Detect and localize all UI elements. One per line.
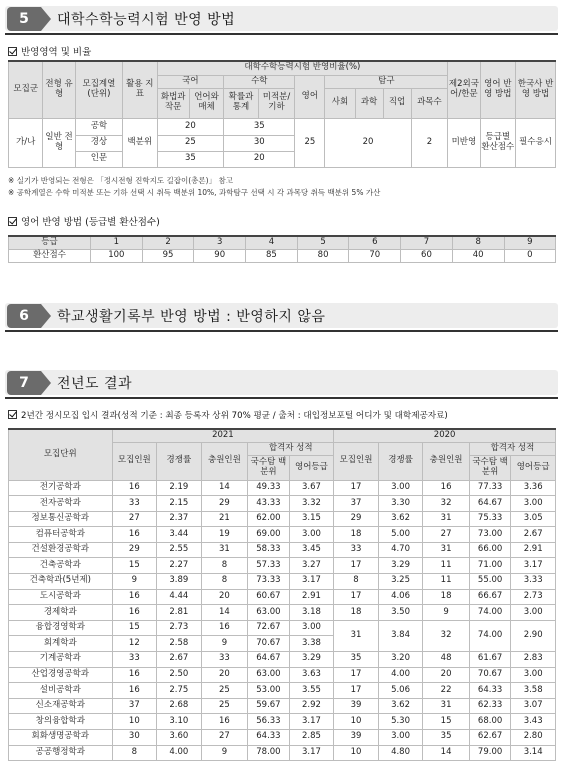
table-cell: 37 (112, 698, 157, 714)
subsection-ratio: 반영영역 및 비율 (8, 44, 91, 58)
department-name: 정보통신공학과 (9, 511, 113, 527)
table-cell: 60.67 (248, 589, 289, 605)
suneung-ratio-table: 모집군 전형 유형 모집계열 (단위) 활용 지표 대학수학능력시험 반영비율(%) 제2외국어/한문 영어 반영 방법 한국사 반영 방법 국어 수학 영어 탐구 화법과 작문 언어와 매체 확률과 통계 미적분/기하 사회 과학 직업 과목수 가/나 일반 전형 공학 백분위 20 35 25 20 2 미반영 등급별 환산점수 필수응시 경상 25 30 인문 35 20 (8, 60, 556, 168)
table-cell: 14 (201, 605, 248, 621)
table-cell: 55.00 (469, 574, 510, 590)
section-7-header (5, 370, 558, 400)
table-cell: 8 (201, 574, 248, 590)
table-cell: 22 (423, 683, 470, 699)
table-cell: 14 (201, 480, 248, 496)
table-cell: 8 (334, 574, 379, 590)
table-cell: 31 (201, 542, 248, 558)
section-5-header (5, 6, 558, 36)
table-row (9, 542, 556, 558)
grade-cell: 3 (194, 236, 246, 249)
table-cell: 3.29 (378, 558, 423, 574)
table-cell: 61.67 (469, 652, 510, 668)
table-cell: 39 (334, 730, 379, 746)
table-cell: 2.68 (157, 698, 202, 714)
department-name: 건축공학과 (9, 558, 113, 574)
english-grade-table: 등급 1 2 3 4 5 6 7 8 9 환산점수 100 95 90 85 80 70 60 40 0 (8, 235, 556, 263)
table-cell: 25 (201, 683, 248, 699)
table-cell: 3.18 (289, 605, 334, 621)
table-cell: 16 (112, 667, 157, 683)
table-cell: 2.80 (511, 730, 556, 746)
table-cell: 3.00 (378, 480, 423, 496)
section-6-header (5, 303, 558, 333)
table-cell: 16 (112, 605, 157, 621)
table-cell: 31 (423, 542, 470, 558)
grade-cell: 2 (142, 236, 194, 249)
table-cell: 4.80 (378, 745, 423, 761)
table-cell: 3.89 (157, 574, 202, 590)
table-cell: 43.33 (248, 496, 289, 512)
table-cell: 16 (201, 714, 248, 730)
table-cell: 74.00 (469, 620, 510, 651)
table-cell: 2.19 (157, 480, 202, 496)
table-cell: 3.62 (378, 698, 423, 714)
department-name: 회화생명공학과 (9, 730, 113, 746)
table-cell: 2.37 (157, 511, 202, 527)
department-name: 창의융합학과 (9, 714, 113, 730)
table-cell: 2.67 (511, 527, 556, 543)
table-cell: 17 (334, 480, 379, 496)
score-cell: 100 (91, 249, 143, 262)
results-table: 모집단위 2021 2020 모집인원 경쟁률 충원인원 합격자 성적 모집인원 경쟁률 충원인원 합격자 성적 국수탐 백분위 영어등급 국수탐 백분위 영어등급 전기공학과 16 2.19 14 49.33 3.67 17 3.00 16 77.33 3.36 전자공학과 33 2.15 29 43.33 3.32 37 3.30 32 64.67 3.00 정보통신공학과 27 2.37 21 62.00 3.15 29 3.62 31 75.33 3.05 컴퓨터공학과 16 3.44 19 69.00 3.00 18 5.00 27 73.00 2.67 건설환경공학과 29 2.55 31 58.33 3.45 33 4.70 31 66.00 2.91 건축공학과 15 2.27 8 57.33 3.27 17 3.29 11 71.00 3.17 건축학과(5년제) 9 3.89 8 73.33 3.17 8 3.25 11 55.00 3.33 도시공학과 16 4.44 20 60.67 2.91 17 4.06 18 66.67 2.73 경제학과 16 2.81 14 63.00 3.18 18 3.50 9 74.00 3.00 융합경영학과 15 2.73 16 72.67 3.00 31 3.84 32 74.00 2.90 회계학과 12 2.58 9 70.67 3.38 기계공학과 33 2.67 33 64.67 3.29 35 3.20 48 61.67 2.83 산업경영공학과 16 2.50 20 63.00 3.63 17 4.00 20 70.67 3.00 설비공학과 16 2.75 25 53.00 3.55 17 5.06 22 64.33 3.58 신소재공학과 37 2.68 25 59.67 2.92 39 3.62 31 62.33 3.07 창의융합학과 10 3.10 16 56.33 3.17 10 5.30 15 68.00 3.43 회화생명공학과 30 3.60 27 64.33 2.85 39 3.00 35 62.67 2.80 공공행정학과 8 4.00 9 78.00 3.17 10 4.80 14 79.00 3.14 (8, 428, 556, 761)
table-cell: 17 (334, 589, 379, 605)
table-cell: 4.00 (157, 745, 202, 761)
section-title: 대학수학능력시험 반영 방법 (57, 12, 236, 28)
table-cell: 5.00 (378, 527, 423, 543)
table-cell: 49.33 (248, 480, 289, 496)
table-cell: 10 (334, 745, 379, 761)
table-cell: 3.29 (289, 652, 334, 668)
table-cell: 2.81 (157, 605, 202, 621)
table-cell: 29 (112, 542, 157, 558)
table-row (9, 667, 556, 683)
table-cell: 3.55 (289, 683, 334, 699)
table-cell: 62.33 (469, 698, 510, 714)
grade-cell: 6 (349, 236, 401, 249)
table-cell: 20 (201, 589, 248, 605)
table-cell: 3.62 (378, 511, 423, 527)
table-row (9, 683, 556, 699)
table-cell: 17 (334, 558, 379, 574)
department-name: 컴퓨터공학과 (9, 527, 113, 543)
table-row (9, 558, 556, 574)
table-cell: 56.33 (248, 714, 289, 730)
table-cell: 27 (201, 730, 248, 746)
table-cell: 33 (112, 652, 157, 668)
table-cell: 68.00 (469, 714, 510, 730)
subsection-english: 영어 반영 방법 (등급별 환산점수) (8, 214, 160, 228)
department-name: 공공행정학과 (9, 745, 113, 761)
department-name: 건설환경공학과 (9, 542, 113, 558)
table-cell: 62.00 (248, 511, 289, 527)
table-cell: 72.67 (248, 620, 289, 636)
department-name: 전기공학과 (9, 480, 113, 496)
table-cell: 18 (334, 605, 379, 621)
table-cell: 3.00 (378, 730, 423, 746)
table-cell: 2.58 (157, 636, 202, 652)
department-name: 설비공학과 (9, 683, 113, 699)
table-cell: 3.84 (378, 620, 423, 651)
table-cell: 9 (112, 574, 157, 590)
table-cell: 25 (201, 698, 248, 714)
note-line: ※ 실기가 반영되는 전형은 「정시전형 진학지도 길잡이(총론)」 참고 (8, 176, 233, 185)
table-cell: 16 (112, 480, 157, 496)
department-name: 기계공학과 (9, 652, 113, 668)
table-row (9, 527, 556, 543)
table-cell: 37 (334, 496, 379, 512)
table-cell: 3.00 (289, 527, 334, 543)
table-cell: 35 (334, 652, 379, 668)
table-cell: 73.33 (248, 574, 289, 590)
checkbox-icon (8, 217, 17, 226)
table-cell: 3.00 (511, 496, 556, 512)
table-cell: 3.07 (511, 698, 556, 714)
table-cell: 3.15 (289, 511, 334, 527)
table-cell: 66.00 (469, 542, 510, 558)
table-cell: 58.33 (248, 542, 289, 558)
grade-cell: 9 (504, 236, 556, 249)
grade-cell: 1 (91, 236, 143, 249)
department-name: 산업경영공학과 (9, 667, 113, 683)
table-row (9, 605, 556, 621)
score-cell: 60 (401, 249, 453, 262)
table-cell: 3.00 (511, 605, 556, 621)
table-cell: 2.90 (511, 620, 556, 651)
table-cell: 3.63 (289, 667, 334, 683)
table-cell: 29 (334, 511, 379, 527)
table-cell: 2.67 (157, 652, 202, 668)
table-row (9, 730, 556, 746)
table-cell: 19 (201, 527, 248, 543)
subsection-results: 2년간 정시모집 입시 결과(성적 기준 : 최종 등록자 상위 70% 평균 / 출처 : 대입정보포털 어디가 및 대학제공자료) (8, 409, 448, 421)
table-cell: 10 (334, 714, 379, 730)
table-cell: 57.33 (248, 558, 289, 574)
table-cell: 2.85 (289, 730, 334, 746)
score-cell: 90 (194, 249, 246, 262)
table-cell: 3.50 (378, 605, 423, 621)
score-cell: 80 (297, 249, 349, 262)
table-cell: 3.30 (378, 496, 423, 512)
table-cell: 4.44 (157, 589, 202, 605)
table-row (9, 698, 556, 714)
checkbox-icon (8, 410, 17, 419)
grade-cell: 4 (246, 236, 298, 249)
table-cell: 17 (334, 667, 379, 683)
table-cell: 75.33 (469, 511, 510, 527)
table-cell: 3.58 (511, 683, 556, 699)
table-cell: 5.30 (378, 714, 423, 730)
table-cell: 70.67 (248, 636, 289, 652)
table-cell: 69.00 (248, 527, 289, 543)
section-number: 5 (7, 7, 41, 31)
department-name: 회계학과 (9, 636, 113, 652)
table-cell: 64.67 (248, 652, 289, 668)
department-name: 건축학과(5년제) (9, 574, 113, 590)
table-cell: 62.67 (469, 730, 510, 746)
table-cell: 9 (201, 636, 248, 652)
table-cell: 3.10 (157, 714, 202, 730)
table-cell: 16 (201, 620, 248, 636)
table-cell: 4.70 (378, 542, 423, 558)
table-cell: 15 (112, 558, 157, 574)
table-cell: 53.00 (248, 683, 289, 699)
score-cell: 40 (452, 249, 504, 262)
table-cell: 15 (423, 714, 470, 730)
table-cell: 20 (201, 667, 248, 683)
table-cell: 9 (423, 605, 470, 621)
score-cell: 85 (246, 249, 298, 262)
section-title: 학교생활기록부 반영 방법 : 반영하지 않음 (57, 309, 326, 325)
table-cell: 20 (423, 667, 470, 683)
table-cell: 32 (423, 620, 470, 651)
table-cell: 21 (201, 511, 248, 527)
table-cell: 3.27 (289, 558, 334, 574)
department-name: 융합경영학과 (9, 620, 113, 636)
table-cell: 3.00 (511, 667, 556, 683)
score-cell: 0 (504, 249, 556, 262)
table-cell: 2.91 (289, 589, 334, 605)
grade-cell: 5 (297, 236, 349, 249)
checkbox-icon (8, 47, 17, 56)
table-cell: 15 (112, 620, 157, 636)
table-cell: 3.14 (511, 745, 556, 761)
table-cell: 59.67 (248, 698, 289, 714)
table-cell: 48 (423, 652, 470, 668)
table-cell: 27 (423, 527, 470, 543)
table-cell: 16 (423, 480, 470, 496)
table-row (9, 745, 556, 761)
table-cell: 63.00 (248, 605, 289, 621)
table-cell: 3.00 (289, 620, 334, 636)
table-cell: 8 (201, 558, 248, 574)
table-cell: 33 (112, 496, 157, 512)
table-cell: 27 (112, 511, 157, 527)
table-cell: 3.43 (511, 714, 556, 730)
table-cell: 3.05 (511, 511, 556, 527)
table-cell: 73.00 (469, 527, 510, 543)
table-cell: 33 (201, 652, 248, 668)
table-cell: 3.32 (289, 496, 334, 512)
table-cell: 71.00 (469, 558, 510, 574)
department-name: 경제학과 (9, 605, 113, 621)
section-title: 전년도 결과 (57, 376, 133, 392)
table-row (9, 480, 556, 496)
table-cell: 3.17 (289, 745, 334, 761)
table-cell: 3.67 (289, 480, 334, 496)
department-name: 신소재공학과 (9, 698, 113, 714)
grade-cell: 7 (401, 236, 453, 249)
table-cell: 3.36 (511, 480, 556, 496)
table-cell: 14 (423, 745, 470, 761)
table-cell: 32 (423, 496, 470, 512)
note-line: ※ 공학계열은 수학 미적분 또는 기하 선택 시 취득 백분위 10%, 과학탐구 선택 시 각 과목당 취득 백분위 5% 가산 (8, 188, 381, 197)
table-cell: 70.67 (469, 667, 510, 683)
section-number: 7 (7, 371, 41, 395)
grade-cell: 8 (452, 236, 504, 249)
table-cell: 30 (112, 730, 157, 746)
table-cell: 64.67 (469, 496, 510, 512)
score-cell: 70 (349, 249, 401, 262)
table-cell: 3.17 (289, 574, 334, 590)
table-cell: 12 (112, 636, 157, 652)
table-cell: 2.83 (511, 652, 556, 668)
table-cell: 18 (334, 527, 379, 543)
table-cell: 33 (334, 542, 379, 558)
table-cell: 2.75 (157, 683, 202, 699)
table-cell: 2.91 (511, 542, 556, 558)
table-cell: 31 (423, 511, 470, 527)
table-cell: 4.06 (378, 589, 423, 605)
department-name: 도시공학과 (9, 589, 113, 605)
table-cell: 4.00 (378, 667, 423, 683)
table-cell: 8 (112, 745, 157, 761)
table-cell: 3.25 (378, 574, 423, 590)
table-row (9, 714, 556, 730)
table-cell: 3.45 (289, 542, 334, 558)
table-row (9, 589, 556, 605)
table-cell: 78.00 (248, 745, 289, 761)
table-cell: 9 (201, 745, 248, 761)
table-row (9, 574, 556, 590)
table-cell: 64.33 (469, 683, 510, 699)
section-number: 6 (7, 304, 41, 328)
table-cell: 11 (423, 574, 470, 590)
table-row (9, 652, 556, 668)
table-cell: 2.27 (157, 558, 202, 574)
table-cell: 17 (334, 683, 379, 699)
table-cell: 2.15 (157, 496, 202, 512)
table-cell: 16 (112, 527, 157, 543)
table-cell: 16 (112, 683, 157, 699)
table-row (9, 511, 556, 527)
table-cell: 3.38 (289, 636, 334, 652)
table-cell: 29 (201, 496, 248, 512)
table-cell: 5.06 (378, 683, 423, 699)
table-cell: 39 (334, 698, 379, 714)
table-cell: 3.20 (378, 652, 423, 668)
table-cell: 3.44 (157, 527, 202, 543)
table-cell: 77.33 (469, 480, 510, 496)
score-cell: 95 (142, 249, 194, 262)
table-cell: 10 (112, 714, 157, 730)
table-cell: 31 (423, 698, 470, 714)
table-cell: 2.73 (157, 620, 202, 636)
table-cell: 18 (423, 589, 470, 605)
table-row (9, 496, 556, 512)
table-cell: 3.17 (511, 558, 556, 574)
table-cell: 79.00 (469, 745, 510, 761)
table-cell: 3.60 (157, 730, 202, 746)
table-cell: 2.73 (511, 589, 556, 605)
table-cell: 2.92 (289, 698, 334, 714)
table-cell: 2.50 (157, 667, 202, 683)
department-name: 전자공학과 (9, 496, 113, 512)
table-cell: 3.17 (289, 714, 334, 730)
table-cell: 66.67 (469, 589, 510, 605)
table-cell: 2.55 (157, 542, 202, 558)
table-cell: 3.33 (511, 574, 556, 590)
table-cell: 64.33 (248, 730, 289, 746)
table-cell: 74.00 (469, 605, 510, 621)
table-cell: 11 (423, 558, 470, 574)
table-cell: 16 (112, 589, 157, 605)
table-cell: 35 (423, 730, 470, 746)
table-cell: 31 (334, 620, 379, 651)
table-cell: 63.00 (248, 667, 289, 683)
table-row (9, 620, 556, 636)
